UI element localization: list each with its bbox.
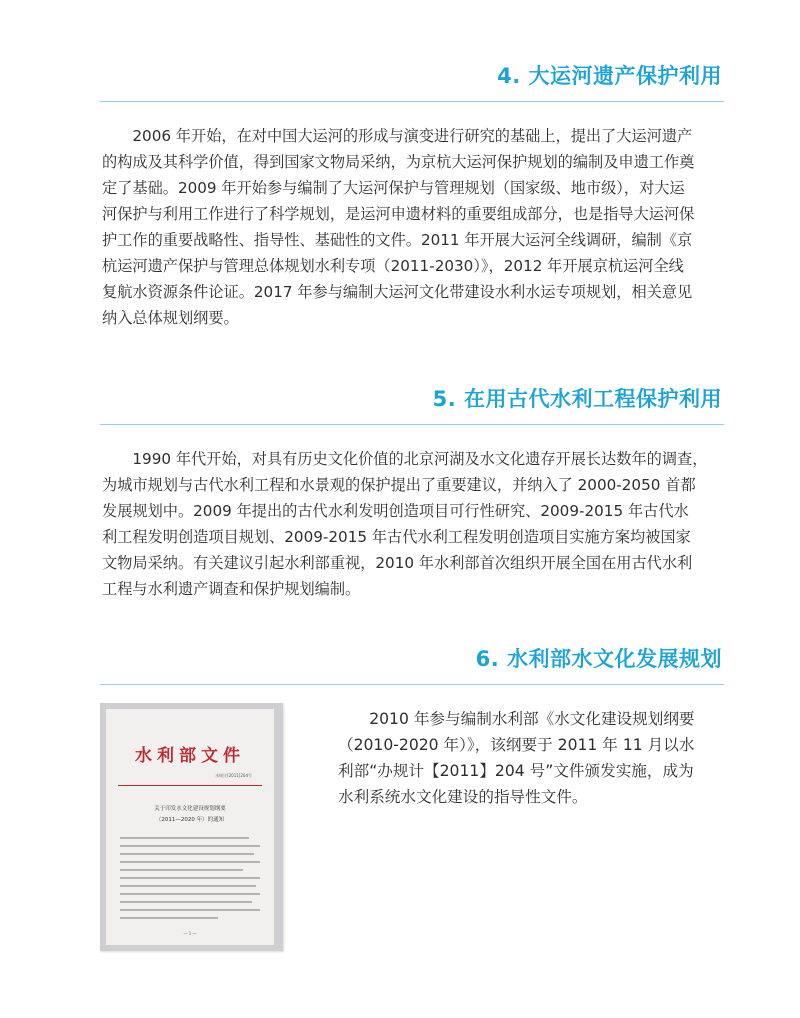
- section-6-divider: [100, 684, 724, 685]
- document-number: 水规计[2011]204号: [215, 773, 252, 778]
- body-line: 1990 年代开始，对具有历史文化价值的北京河湖及水文化遗存开展长达数年的调查，: [102, 450, 708, 468]
- document-subtitle-1: 关于印发水文化建设规划纲要: [154, 806, 226, 812]
- body-line: 杭运河遗产保护与管理总体规划水利专项（2011-2030）》，2012 年开展京杭运河全线: [102, 257, 684, 275]
- body-line: 发展规划中。2009 年提出的古代水利发明创造项目可行性研究、2009-2015 年古代水: [102, 502, 689, 520]
- body-line: （2010-2020 年）》，该纲要于 2011 年 11 月以水: [338, 736, 695, 754]
- section-4-title: 4. 大运河遗产保护利用: [497, 64, 722, 88]
- document-header: 水利部文件: [135, 746, 245, 766]
- body-line: 河保护与利用工作进行了科学规划，是运河申遗材料的重要组成部分，也是指导大运河保: [102, 205, 695, 223]
- body-line: 文物局采纳。有关建议引起水利部重视，2010 年水利部首次组织开展全国在用古代水利: [102, 554, 693, 572]
- document-body-text: [120, 837, 260, 925]
- document-page-number: — 1 —: [183, 931, 197, 936]
- section-4-divider: [100, 101, 724, 102]
- section-6-title: 6. 水利部水文化发展规划: [475, 647, 722, 671]
- section-5-divider: [100, 424, 724, 425]
- section-4-body: [102, 123, 726, 331]
- section-6-body: [338, 706, 728, 810]
- body-line: 的构成及其科学价值，得到国家文物局采纳，为京杭大运河保护规划的编制及申遗工作奠: [102, 153, 695, 171]
- body-line: 利工程发明创造项目规划、2009-2015 年古代水利工程发明创造项目实施方案均被国家: [102, 528, 691, 546]
- section-5-title: 5. 在用古代水利工程保护利用: [432, 387, 722, 411]
- body-line: 复航水资源条件论证。2017 年参与编制大运河文化带建设水利水运专项规划，相关意见: [102, 283, 693, 301]
- body-line: 护工作的重要战略性、指导性、基础性的文件。2011 年开展大运河全线调研，编制《京: [102, 231, 693, 249]
- body-line: 2010 年参与编制水利部《水文化建设规划纲要: [338, 710, 695, 728]
- body-line: 利部“办规计【2011】204 号”文件颁发实施，成为: [338, 762, 694, 780]
- body-line: 定了基础。2009 年开始参与编制了大运河保护与管理规划（国家级、地市级），对大运: [102, 179, 685, 197]
- body-line: 纳入总体规划纲要。: [102, 309, 239, 327]
- document-page: [106, 709, 274, 945]
- section-5-body: [102, 446, 726, 602]
- document-red-line: [118, 785, 262, 786]
- body-line: 工程与水利遗产调查和保护规划编制。: [102, 580, 361, 598]
- document-photo: [100, 703, 283, 951]
- body-line: 水利系统水文化建设的指导性文件。: [338, 788, 588, 806]
- document-subtitle-2: （2011—2020 年）的通知: [155, 817, 225, 823]
- body-line: 2006 年开始，在对中国大运河的形成与演变进行研究的基础上，提出了大运河遗产: [102, 127, 693, 145]
- body-line: 为城市规划与古代水利工程和水景观的保护提出了重要建议，并纳入了 2000-2050 首都: [102, 476, 696, 494]
